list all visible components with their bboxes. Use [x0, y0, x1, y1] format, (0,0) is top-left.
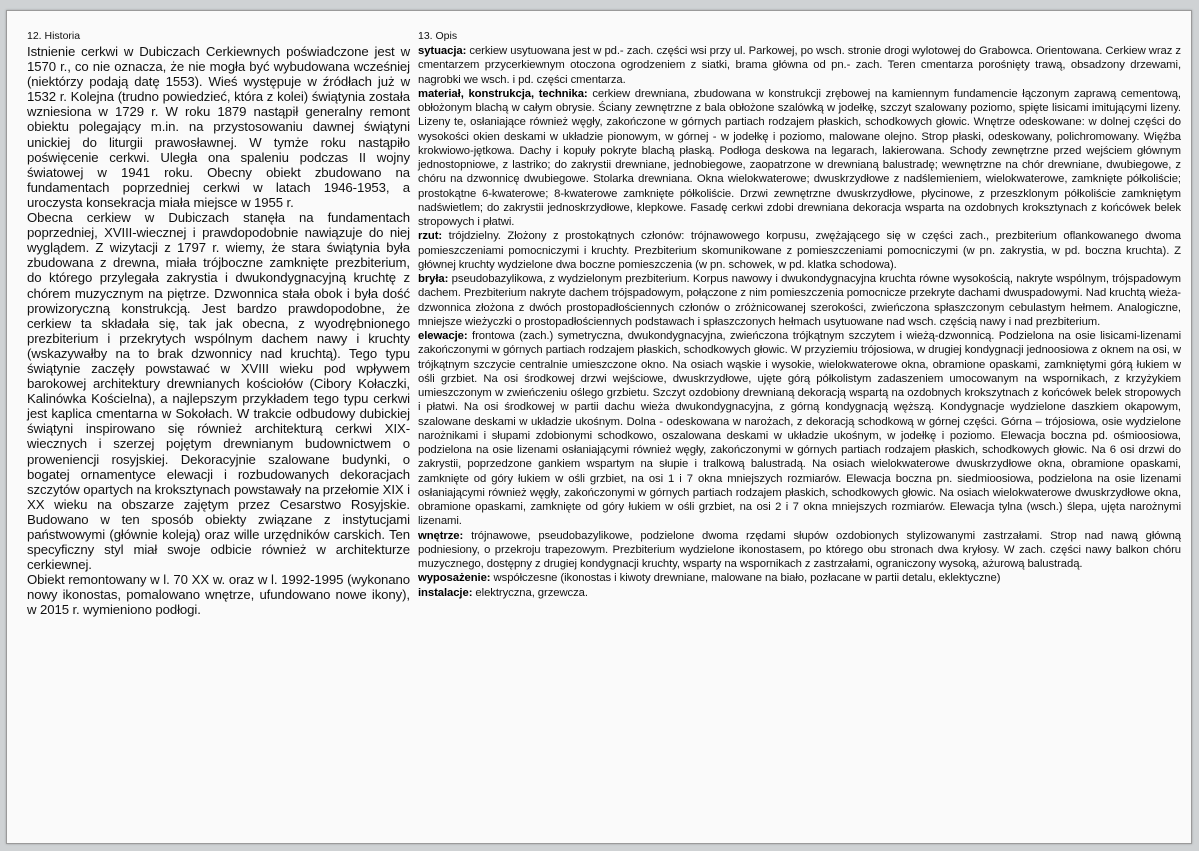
section-label: rzut: — [418, 230, 443, 243]
section-material — [418, 87, 1181, 230]
section-plan — [418, 229, 1181, 272]
history-column — [27, 30, 410, 618]
section-text: frontowa (zach.) symetryczna, dwukondygnacyjna, zwieńczona trójkątnym szczytem i wieżą-dzwonnicą. Podzielona na osie lisicami-lizenami zakończonymi w górnych partiach rodzajem płaskich, schodkowych głowic. W przyziemiu trójosiowa, w drugiej kondygnacji jednoosiowa z oknem na osi, w trójkątnym szczycie centralnie umieszczone okno. Na osiach wąskie i wysokie, wielokwaterowe okna, obramione opaskami, zamkniętymi górą łukiem w ośli grzbiet. Na osi środkowej drzwi wejściowe, dwuskrzydłowe, ujęte górą półkolistym zadaszeniem umocowanym na wspornikach, z krzyżykiem umieszczonym w zwieńczeniu oślego grzbietu. Szczyt ozdobiony drewnianą dekoracją wspartą na ozdobnych krokszytnach z końcówek belek stropowych i płatwi. Na osi środkowej w partii dachu wieża dwukondygnacyjna, z górną kondygnacją węższą. Kondygnacje wydzielone daszkiem okapowym, szalowane deskami w układzie ukośnym. Dolna - odeskowana w narożach, z dekoracją schodkową w górnej części. Górna – trójosiowa, osie wydzielone narożnikami i słupami zdobionymi schodkowo, oszalowana deskami w układzie ukośnym, w jodełkę i poziomo. Elewacja boczna pd. ośmioosiowa, podzielona na osie lizenami osłaniającymi również węgły, zakończonymi w górnych partiach rodzajem płaskich, schodkowych głowic. Na 6 osi drzwi do zakrystii, poprzedzone gankiem wspartym na słupie i tralkową balustradą. Na osiach wielokwaterowe dwuskrzydłowe okna, obramione opaskami, zamknięte od góry łukiem w ośli grzbiet, na osi 1 i 7 okna mniejszych rozmiarów. Elewacja boczna pn. siedmioosiowa, podzielona na osie lizenami osłaniającymi również węgły, zakończonymi w górnych partiach rodzajem płaskich, schodkowych głowic. Na osiach wielokwaterowe dwuskrzydłowe okna, obramione opaskami, zamknięte od góry łukiem w ośli grzbiet, na osi 2 i 7 okna mniejszych rozmiarów. Elewacja tylna (wsch.) ślepa, ujęta narożnymi lizenami. — [418, 330, 1181, 528]
history-paragraph: Obiekt remontowany w l. 70 XX w. oraz w l. 1992-1995 (wykonano nowy ikonostas, pomalowano wnętrze, ufundowano nowe ikony), w 2015 r. wymieniono podłogi. — [27, 572, 410, 618]
section-text: elektryczna, grzewcza. — [472, 586, 588, 599]
history-heading: 12. Historia — [27, 30, 81, 42]
section-situation — [418, 44, 1181, 87]
section-label: instalacje: — [418, 586, 473, 599]
history-paragraph: Istnienie cerkwi w Dubiczach Cerkiewnych poświadczone jest w 1570 r., co nie oznacza, że nie mogła być wybudowana wcześniej (niektórzy podają datę 1553). Wieś występuje w źródłach już w 1532 r. Kolejna (trudno powiedzieć, która z kolei) świątynia została wzniesiona w 1729 r. W roku 1879 nastąpił generalny remont obiektu polegający m.in. na przystosowaniu dawnej świątyni unickiej do liturgii prawosławnej. W tymże roku nastąpiło poświęcenie cerkwi. Uległa ona spaleniu podczas II wojny światowej w 1941 roku. Obecny obiekt zbudowano na fundamentach poprzedniej cerkwi w latach 1946-1953, a uroczysta konsekracja miała miejsce w 1955 r. — [27, 44, 410, 210]
document-sheet — [6, 10, 1192, 844]
section-text: pseudobazylikowa, z wydzielonym prezbiterium. Korpus nawowy i dwukondygnacyjna kruchta równe wysokością, nakryte wspólnym, trójspadowym dachem. Prezbiterium nakryte dachem trójspadowym, połączone z nim pomieszczenia pomocnicze przekryte dachami dwuspadowymi. Nad kruchtą wieża-dzwonnica złożona z dwóch prostopadłościennych członów o zróżnicowanej szerokości, zwieńczona spłaszczonym cebulastym hełmem. Analogiczne, mniejsze wieżyczki o prostopadłościennych podstawach i spłaszczonych hełmach usytuowane nad wsch. częścią nawy i nad prezbiterium. — [418, 273, 1181, 328]
section-text: współczesne (ikonostas i kiwoty drewniane, malowane na biało, pozłacane w partii detalu, eklektyczne) — [490, 572, 1001, 585]
section-elevations — [418, 329, 1181, 529]
section-label: wyposażenie: — [418, 572, 491, 585]
section-interior — [418, 529, 1181, 572]
section-body — [418, 272, 1181, 329]
section-label: bryła: — [418, 273, 449, 285]
section-text: trójnawowe, pseudobazylikowe, podzielone dwoma rzędami słupów ozdobionych stylizowanymi zastrzałami. Strop nad nawą główną podniesiony, o przekroju trapezowym. Prezbiterium wydzielone ikonostasem, po którego obu stronach dwa kryłosy. W zach. części nawy balkon chóru muzycznego, dostępny z drugiej kondygnacji kruchty, wsparty na wspornikach z zastrzałami, ograniczony wysoką, ażurową balustradą. — [418, 529, 1181, 570]
description-heading: 13. Opis — [418, 30, 458, 42]
section-text: cerkiew usytuowana jest w pd.- zach. części wsi przy ul. Parkowej, po wsch. stronie drogi wylotowej do Grabowca. Orientowana. Cerkiew wraz z cmentarzem przycerkiewnym otoczona ogrodzeniem z siatki, brama główna od pn.- zach. Teren cmentarza porośnięty trawą, obsadzony drzewami, nagrobki we wsch. i pd. części cmentarza. — [418, 45, 1181, 86]
description-column — [418, 30, 1181, 600]
section-furnishings — [418, 571, 1181, 585]
section-installations — [418, 586, 1181, 600]
section-label: materiał, konstrukcja, technika: — [418, 87, 588, 100]
section-text: trójdzielny. Złożony z prostokątnych członów: trójnawowego korpusu, zwężającego się w części zach., prezbiterium oflankowanego dwoma pomieszczeniami pomocniczymi i kruchty. Prezbiterium skomunikowane z pomieszczeniami pomocniczymi (w pn. zakrystia, w pd. boczna kruchta). Z głównej kruchty wydzielone dwa boczne pomieszczenia (w pn. schowek, w pd. klatka schodowa). — [418, 230, 1181, 271]
section-text: cerkiew drewniana, zbudowana w konstrukcji zrębowej na kamiennym fundamencie łączonym zaprawą cementową, obłożonym blachą w całym obrysie. Ściany zewnętrzne z bala obłożone szalówką w jodełkę, szczyt szalowany poziomo, spięte lisicami imitującymi lizeny. Lizeny te, osłaniające również węgły, zakończone w górnych partiach rodzajem płaskich, schodkowych głowic. Wnętrze odeskowane: w dolnej części do wysokości okien deskami w układzie pionowym, w górnej - w jodełkę i poziomo, malowane olejno. Strop płaski, odeskowany, polichromowany. Więźba krokwiowo-jętkowa. Dachy i kopuły pokryte blachą płaską. Podłoga deskowa na legarach, lakierowana. Schody zewnętrzne przed wejściem głównym jednostopniowe, z lastriko; do zakrystii drewniane, jednobiegowe, zaopatrzone w drewnianą balustradę; wewnętrzne na chór drewniane, dwubiegowe, z chóru na dzwonnicę dwubiegowe. Stolarka drewniana. Okna wielokwaterowe; dwuskrzydłowe z nadślemieniem, wielokwaterowe, zamknięte półkoliście; prostokątne 6-kwaterowe; 8-kwaterowe zamknięte półkoliście. Drzwi zewnętrzne dwuskrzydłowe, płycinowe, z przeszklonym półkoliście zamkniętym nadświetlem; do zakrystii jednoskrzydłowe, klepkowe. Fasadę cerkwi zdobi drewniana dekoracja wsparta na ozdobnych kroksztynach z końcówek belek stropowych i płatwi. — [418, 87, 1181, 228]
section-label: elewacje: — [418, 330, 468, 342]
history-paragraph: Obecna cerkiew w Dubiczach stanęła na fundamentach poprzedniej, XVIII-wiecznej i prawdopodobnie nawiązuje do niej wyglądem. Z wizytacji z 1797 r. wiemy, że stara świątynia była zbudowana z drewna, miała trójboczne zamknięte prezbiterium, do którego przylegała zakrystia i dwukondygnacyjną kruchtę z chórem muzycznym na piętrze. Dzwonnica stała obok i była dość prowizoryczną konstrukcją. Jest bardzo prawdopodobne, że cerkiew ta składała się, tak jak obecna, z wyodrębnionego prezbiterium i przekrytych wspólnym dachem nawy i kruchty (wskazywałby na to brak dzwonnicy nad kruchtą). Tego typu świątynie zaczęły powstawać w XVIII wieku pod wpływem barokowej architektury drewnianych kościołów (Cibory Kołaczki, Kalinówka Kościelna), a najlepszym przykładem tego typu cerkwi jest kaplica cmentarna w Sokołach. W trakcie odbudowy dubickiej świątyni inspirowano się również architekturą cerkwi XIX-wiecznych i szerzej pojętym drewnianym budownictwem o proweniencji rosyjskiej. Dekoracyjnie szalowane budynki, o bogatej ornamentyce elewacji i rozbudowanych dekoracjach szczytów opartych na kroksztynach powstawały na przełomie XIX i XX wieku na obszarze zajętym przez Cesarstwo Rosyjskie. Budowano w ten sposób obiekty związane z instytucjami państwowymi (głównie koleją) oraz wille urzędników carskich. Ten specyficzny styl miał swoje odbicie również w architekturze cerkiewnej. — [27, 210, 410, 573]
section-label: sytuacja: — [418, 45, 467, 57]
section-label: wnętrze: — [418, 529, 464, 542]
